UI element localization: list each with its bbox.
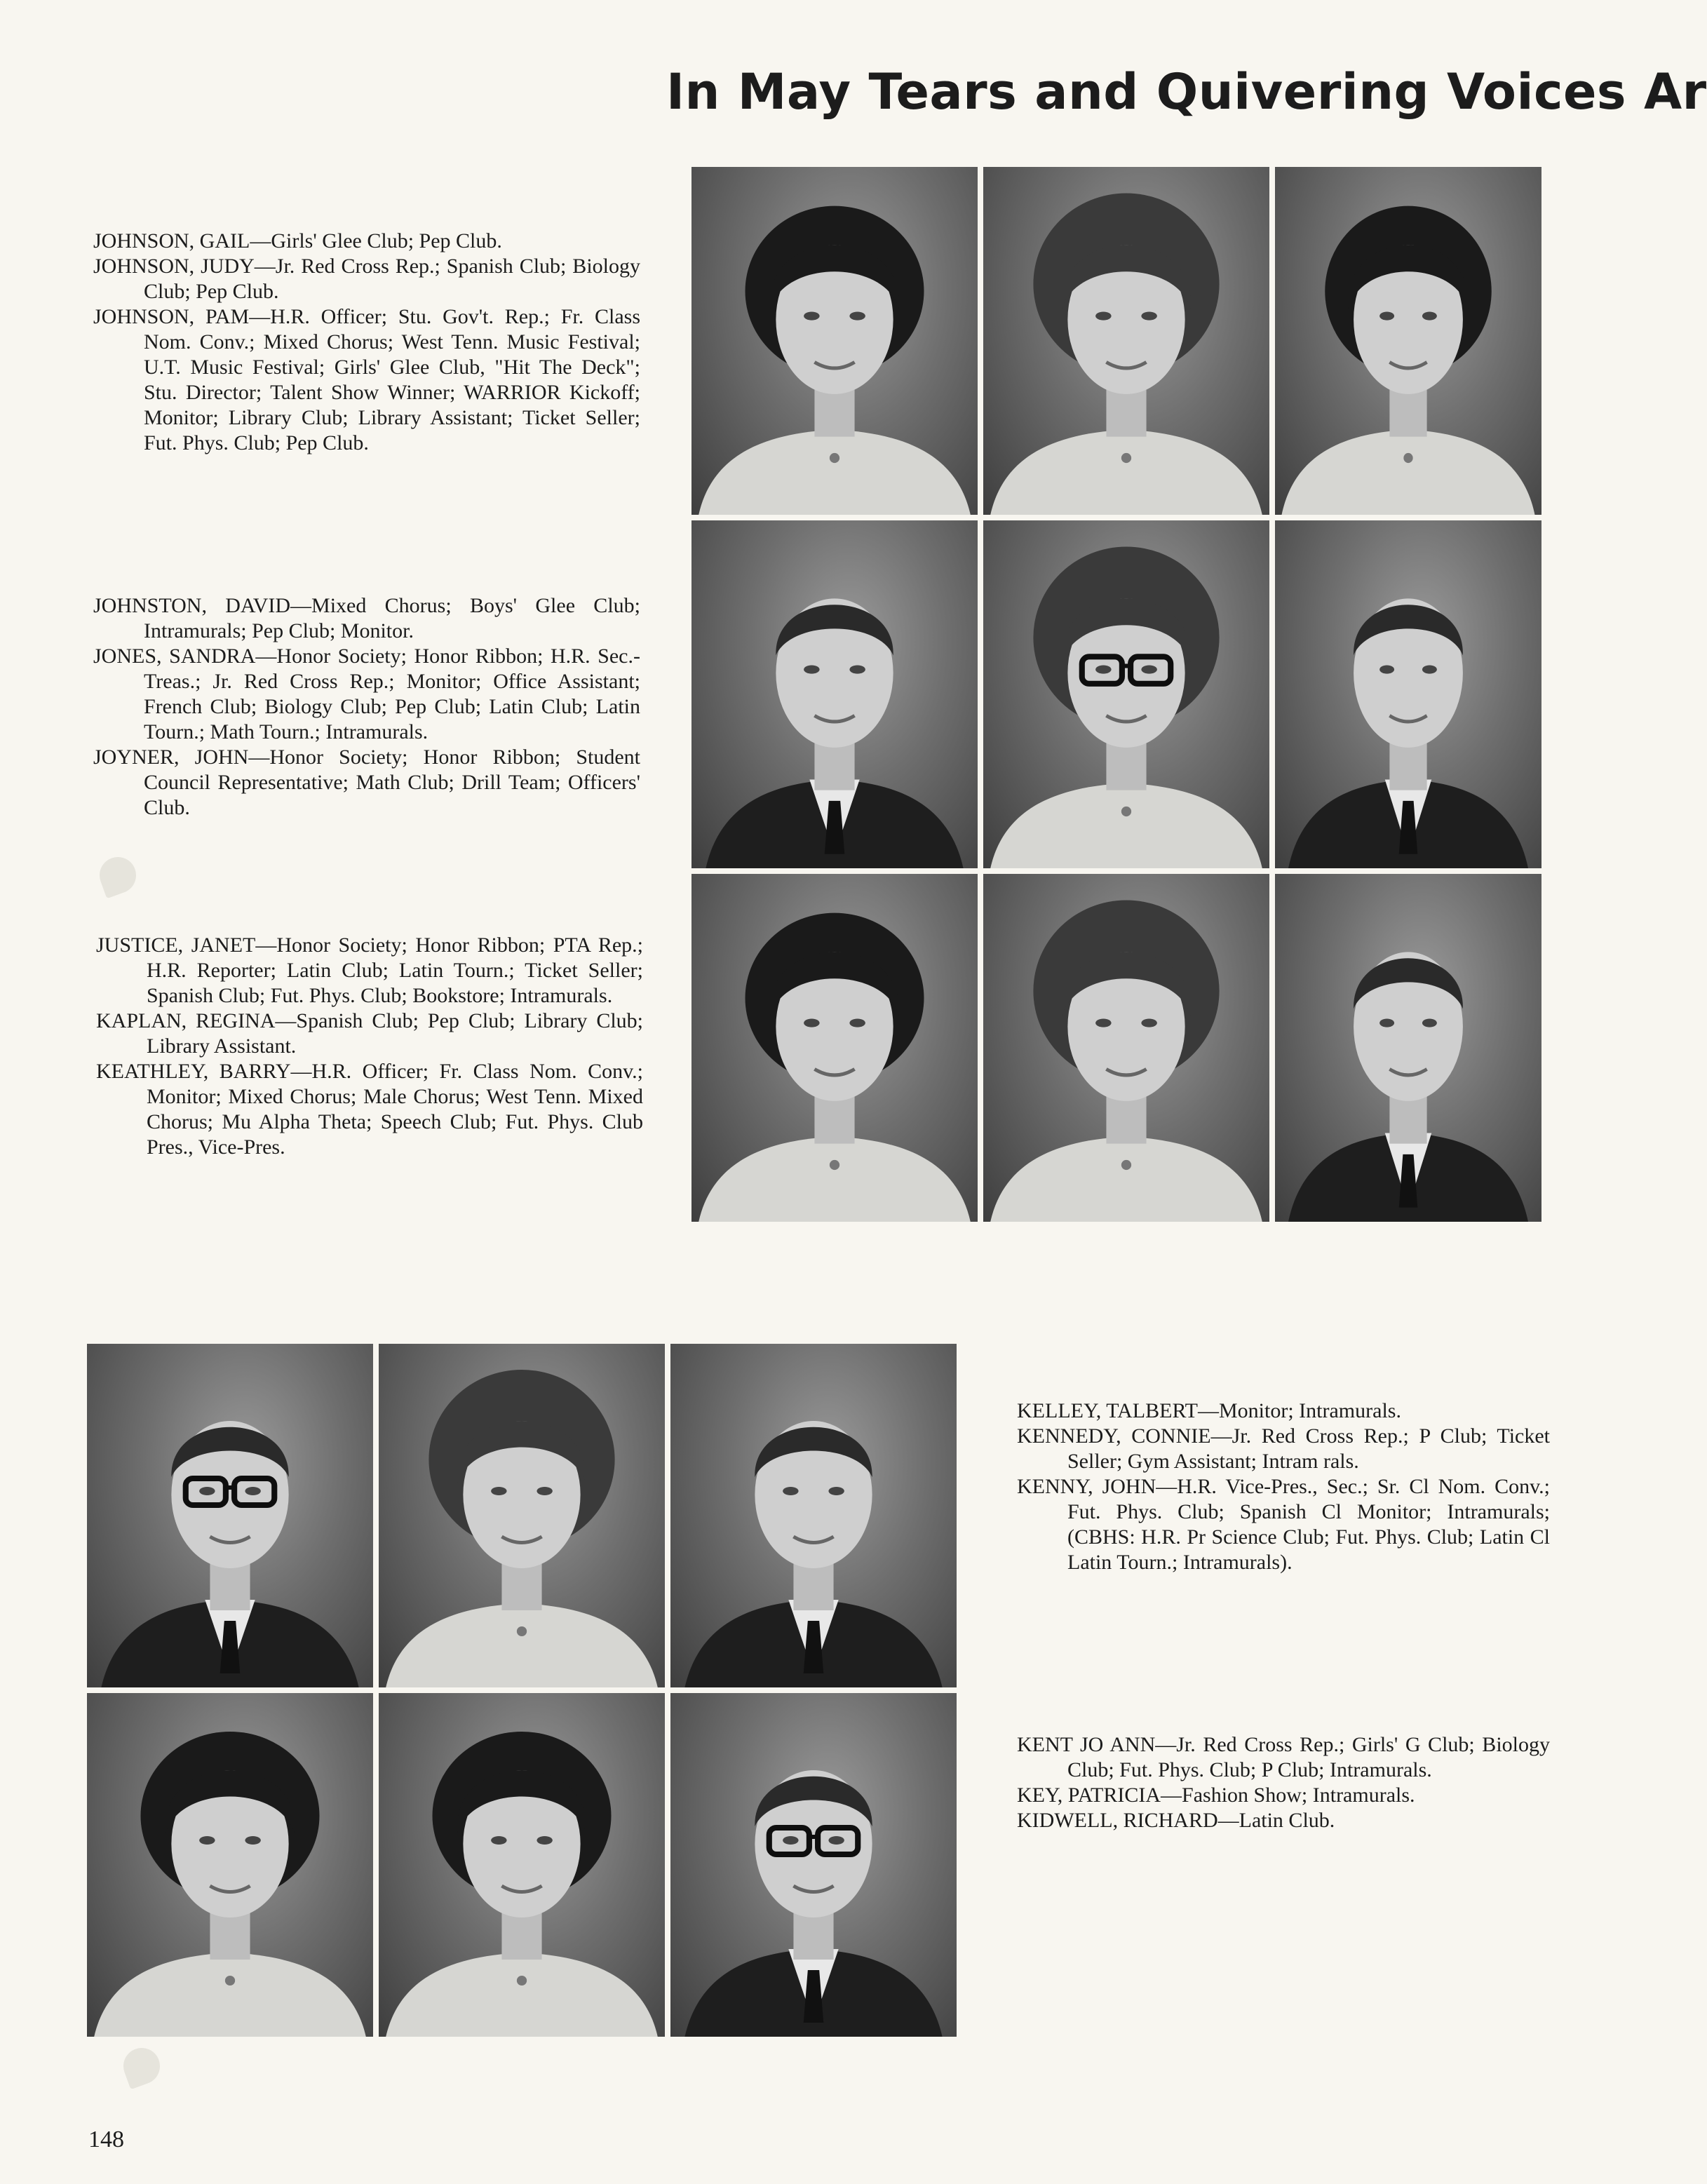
- portrait-photo: [983, 874, 1269, 1222]
- portrait-photo: [379, 1344, 665, 1687]
- student-entry: JOYNER, JOHN—Honor Society; Honor Ribbon; Student Council Representative; Math Club; Drill Team; Officers' Club.: [93, 746, 640, 819]
- student-entry: JONES, SANDRA—Honor Society; Honor Ribbon; H.R. Sec.-Treas.; Jr. Red Cross Rep.; Monitor; Office Assistant; French Club; Biology Club; Pep Club; Latin Club; Latin Tourn.; Math Tourn.; Intramurals.: [93, 645, 640, 743]
- entry-group-5: [1017, 1732, 1550, 1833]
- portrait-photo: [670, 1693, 957, 2037]
- student-entry: JOHNSON, JUDY—Jr. Red Cross Rep.; Spanish Club; Biology Club; Pep Club.: [93, 255, 640, 303]
- page-title: In May Tears and Quivering Voices Ar: [666, 63, 1707, 121]
- student-entry: JOHNSON, PAM—H.R. Officer; Stu. Gov't. Rep.; Fr. Class Nom. Conv.; Mixed Chorus; West Tenn. Music Festival; U.T. Music Festival; Girls' Glee Club, "Hit The Deck"; Stu. Director; Talent Show Winner; WARRIOR Kickoff; Monitor; Library Club; Library Assistant; Ticket Seller; Fut. Phys. Club; Pep Club.: [93, 305, 640, 454]
- portrait-photo: [691, 874, 978, 1222]
- student-entry: KENT JO ANN—Jr. Red Cross Rep.; Girls' G Club; Biology Club; Fut. Phys. Club; P Club; Intramurals.: [1017, 1733, 1550, 1781]
- entry-group-2: [93, 593, 640, 821]
- student-entry: JOHNSTON, DAVID—Mixed Chorus; Boys' Glee Club; Intramurals; Pep Club; Monitor.: [93, 594, 640, 642]
- portrait-photo: [983, 167, 1269, 515]
- student-entry: KEATHLEY, BARRY—H.R. Officer; Fr. Class Nom. Conv.; Monitor; Mixed Chorus; Male Chorus; West Tenn. Mixed Chorus; Mu Alpha Theta; Speech Club; Fut. Phys. Club Pres., Vice-Pres.: [96, 1060, 643, 1159]
- student-entry: KIDWELL, RICHARD—Latin Club.: [1017, 1809, 1335, 1832]
- portrait-photo: [691, 520, 978, 868]
- portrait-photo: [670, 1344, 957, 1687]
- portrait-photo: [1275, 520, 1541, 868]
- portrait-photo: [983, 520, 1269, 868]
- leaf-ornament-icon: [119, 2043, 166, 2090]
- student-entry: JUSTICE, JANET—Honor Society; Honor Ribbon; PTA Rep.; H.R. Reporter; Latin Club; Latin Tourn.; Ticket Seller; Spanish Club; Fut. Phys. Club; Bookstore; Intramurals.: [96, 933, 643, 1007]
- student-entry: KAPLAN, REGINA—Spanish Club; Pep Club; Library Club; Library Assistant.: [96, 1009, 643, 1058]
- page-number: 148: [88, 2126, 124, 2152]
- student-entry: KENNY, JOHN—H.R. Vice-Pres., Sec.; Sr. Cl Nom. Conv.; Fut. Phys. Club; Spanish Cl Monitor; Intramurals; (CBHS: H.R. Pr Science Club; Fut. Phys. Club; Latin Cl Latin Tourn.; Intramurals).: [1017, 1475, 1550, 1574]
- student-entry: KEY, PATRICIA—Fashion Show; Intramurals.: [1017, 1784, 1415, 1807]
- student-entry: KELLEY, TALBERT—Monitor; Intramurals.: [1017, 1399, 1401, 1422]
- portrait-photo: [1275, 167, 1541, 515]
- student-entry: JOHNSON, GAIL—Girls' Glee Club; Pep Club.: [93, 229, 502, 252]
- portrait-photo: [1275, 874, 1541, 1222]
- portrait-grid-bottom: [87, 1344, 959, 2037]
- portrait-photo: [691, 167, 978, 515]
- leaf-ornament-icon: [95, 852, 142, 899]
- student-entry: KENNEDY, CONNIE—Jr. Red Cross Rep.; P Club; Ticket Seller; Gym Assistant; Intram rals.: [1017, 1424, 1550, 1473]
- portrait-grid-top: [691, 167, 1541, 1222]
- entry-group-1: [93, 229, 640, 456]
- entry-group-4: [1017, 1398, 1550, 1575]
- portrait-photo: [87, 1344, 373, 1687]
- portrait-photo: [87, 1693, 373, 2037]
- entry-group-3: [96, 933, 643, 1160]
- portrait-photo: [379, 1693, 665, 2037]
